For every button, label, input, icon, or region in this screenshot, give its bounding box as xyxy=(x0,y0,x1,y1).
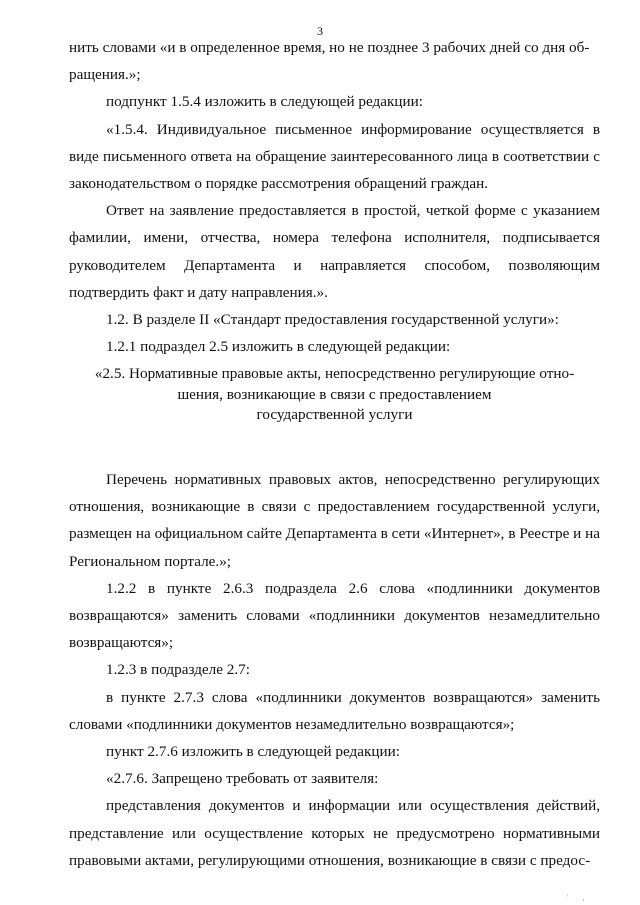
paragraphs-bottom xyxy=(69,466,600,874)
section-heading xyxy=(69,360,600,426)
paragraph: «2.7.6. Запрещено требовать от заявителя: xyxy=(106,770,379,788)
paragraph: нить словами «и в определенное время, но не позднее 3 рабочих дней со дня об- xyxy=(69,39,590,56)
paragraph: ращения.»; xyxy=(69,66,141,84)
paragraph: подпункт 1.5.4 изложить в следующей редакции: xyxy=(106,93,423,111)
paragraph: 1.2.3 в подразделе 2.7: xyxy=(106,661,250,679)
paragraph: 1.2.2 в пункте 2.6.3 подраздела 2.6 слова «подлинники документов возвращаются» заменить словами «подлинники документов незамедлительно возвращаются»; xyxy=(69,579,600,652)
spacer xyxy=(69,426,600,466)
paragraph: 1.2. В разделе II «Стандарт предоставления государственной услуги»: xyxy=(106,311,559,329)
scan-marks: ' , xyxy=(567,893,591,902)
paragraph: «1.5.4. Индивидуальное письменное информирование осуществляется в виде письменного ответа на обращение заинтересованного лица в соответствии с законодательством о порядке рассмотрения обращений граждан. xyxy=(69,120,600,193)
heading-line: шения, возникающие в связи с предоставлением xyxy=(177,385,492,403)
paragraph: в пункте 2.7.3 слова «подлинники документов возвращаются» заменить словами «подлинники документов незамедлительно возвращаются»; xyxy=(69,688,600,733)
paragraph: Перечень нормативных правовых актов, непосредственно регулирующих отношения, возникающие в связи с предоставлением государственной услуги, размещен на официальном сайте Департамента в сети «Интернет», в Реестре и на Региональном портале.»; xyxy=(69,470,600,570)
paragraph: 1.2.1 подраздел 2.5 изложить в следующей редакции: xyxy=(106,338,451,356)
paragraph: представления документов и информации или осуществления действий, представление или осуществление которых не предусмотрено нормативными правовыми актами, регулирующими отношения, возникающие в связи с предос- xyxy=(69,797,600,869)
paragraphs-top xyxy=(69,34,600,360)
paragraph: пункт 2.7.6 изложить в следующей редакции: xyxy=(106,742,400,760)
page-number: 3 xyxy=(317,24,323,38)
heading-line: «2.5. Нормативные правовые акты, непосредственно регулирующие отно- xyxy=(94,365,575,383)
document-body xyxy=(69,34,600,874)
heading-line: государственной услуги xyxy=(256,406,413,424)
paragraph: Ответ на заявление предоставляется в простой, четкой форме с указанием фамилии, имени, отчества, номера телефона исполнителя, подписывается руководителем Департамента и направляется способом, позволяющим подтвердить факт и дату направления.». xyxy=(69,202,600,301)
